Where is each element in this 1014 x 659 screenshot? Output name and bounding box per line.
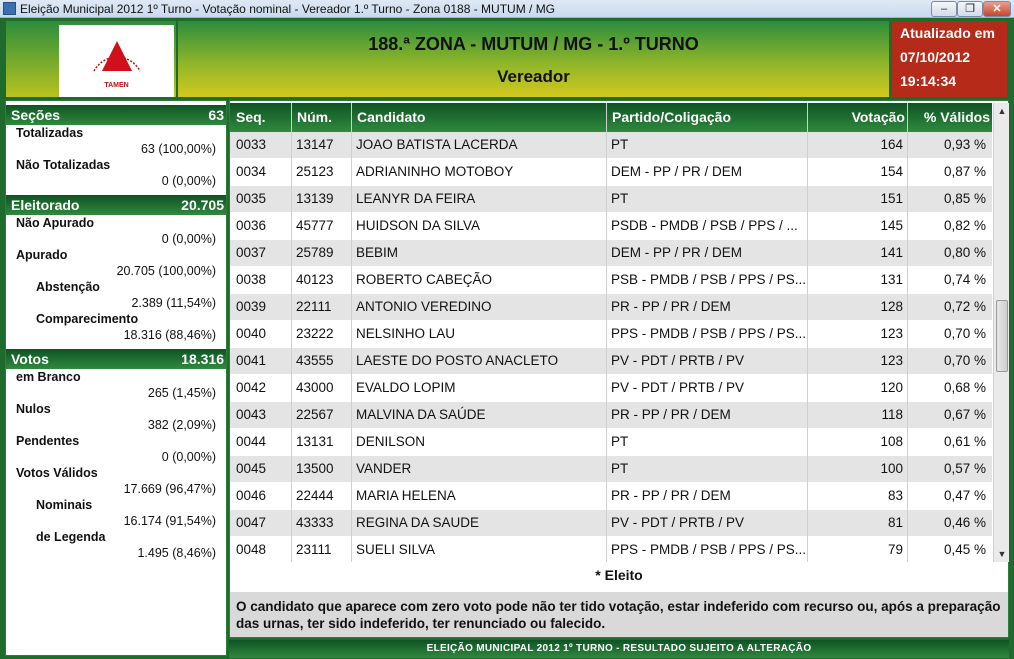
cell-partido: PV - PDT / PRTB / PV <box>611 515 745 530</box>
cell-seq: 0039 <box>236 299 267 314</box>
zone-title: 188.ª ZONA - MUTUM / MG - 1.º TURNO <box>368 34 699 54</box>
table-row[interactable] <box>230 483 992 510</box>
table-row[interactable] <box>230 321 992 348</box>
stat-nao-totalizadas <box>6 157 226 189</box>
cell-percent: 0,82 % <box>943 218 986 233</box>
table-row[interactable] <box>230 132 992 159</box>
stat-label: Apurado <box>16 248 68 262</box>
cell-num: 23222 <box>296 326 334 341</box>
office-subtitle: Vereador <box>497 67 570 86</box>
cell-seq: 0033 <box>236 137 267 152</box>
stat-value: 0 (0,00%) <box>161 174 216 188</box>
cell-votacao: 154 <box>880 164 903 179</box>
cell-partido: PT <box>611 461 629 476</box>
column-header-partido[interactable]: Partido/Coligação <box>612 109 732 125</box>
eleitorado-value: 20.705 <box>181 197 224 213</box>
stat-label: Não Totalizadas <box>16 158 111 172</box>
stat-label: Totalizadas <box>16 126 84 140</box>
cell-percent: 0,74 % <box>943 272 986 287</box>
cell-votacao: 128 <box>880 299 903 314</box>
cell-num: 22567 <box>296 407 334 422</box>
restore-button[interactable]: ❐ <box>957 1 983 17</box>
stat-abstencao <box>6 279 226 311</box>
column-header-seq[interactable]: Seq. <box>236 109 266 125</box>
cell-votacao: 141 <box>880 245 903 260</box>
secoes-header <box>6 105 226 125</box>
title-panel <box>178 21 889 97</box>
stat-de-legenda <box>6 529 226 561</box>
stat-value: 0 (0,00%) <box>161 450 216 464</box>
table-row[interactable] <box>230 213 992 240</box>
cell-votacao: 100 <box>880 461 903 476</box>
cell-seq: 0045 <box>236 461 267 476</box>
table-row[interactable] <box>230 402 992 429</box>
cell-partido: PR - PP / PR / DEM <box>611 488 731 503</box>
cell-candidato: NELSINHO LAU <box>356 326 456 341</box>
stat-label: Votos Válidos <box>16 466 98 480</box>
stat-label: Nominais <box>36 498 93 512</box>
minimize-button[interactable]: – <box>931 1 957 17</box>
cell-votacao: 79 <box>887 542 903 557</box>
eleitorado-header <box>6 195 226 215</box>
cell-percent: 0,46 % <box>943 515 986 530</box>
cell-percent: 0,57 % <box>943 461 986 476</box>
cell-num: 45777 <box>296 218 334 233</box>
cell-num: 25123 <box>296 164 334 179</box>
cell-num: 40123 <box>296 272 334 287</box>
cell-num: 13147 <box>296 137 334 152</box>
cell-partido: PR - PP / PR / DEM <box>611 407 731 422</box>
cell-num: 43000 <box>296 380 334 395</box>
scroll-down-icon[interactable]: ▼ <box>997 549 1007 559</box>
cell-percent: 0,93 % <box>943 137 986 152</box>
cell-partido: PT <box>611 434 629 449</box>
votos-label: Votos <box>11 351 49 367</box>
cell-partido: PSB - PMDB / PSB / PPS / PS... <box>611 272 807 287</box>
cell-votacao: 81 <box>887 515 903 530</box>
secoes-value: 63 <box>208 107 224 123</box>
cell-candidato: REGINA DA SAUDE <box>356 515 480 530</box>
table-body <box>230 132 992 562</box>
column-header-num[interactable]: Núm. <box>297 109 332 125</box>
cell-seq: 0036 <box>236 218 267 233</box>
stat-em-branco <box>6 369 226 401</box>
cell-num: 22444 <box>296 488 334 503</box>
cell-percent: 0,47 % <box>943 488 986 503</box>
cell-candidato: MARIA HELENA <box>356 488 456 503</box>
table-row[interactable] <box>230 294 992 321</box>
cell-partido: PT <box>611 191 629 206</box>
cell-votacao: 123 <box>880 353 903 368</box>
stat-pendentes <box>6 433 226 465</box>
cell-num: 43333 <box>296 515 334 530</box>
cell-partido: DEM - PP / PR / DEM <box>611 164 743 179</box>
table-row[interactable] <box>230 348 992 375</box>
cell-votacao: 145 <box>880 218 903 233</box>
cell-partido: PPS - PMDB / PSB / PPS / PS... <box>611 542 807 557</box>
cell-votacao: 118 <box>881 407 903 422</box>
cell-percent: 0,45 % <box>943 542 986 557</box>
cell-candidato: ANTONIO VEREDINO <box>356 299 492 314</box>
cell-partido: PSDB - PMDB / PSB / PPS / ... <box>611 218 798 233</box>
stat-comparecimento <box>6 311 226 343</box>
cell-num: 13500 <box>296 461 334 476</box>
cell-votacao: 151 <box>880 191 903 206</box>
stat-totalizadas <box>6 125 226 157</box>
cell-votacao: 123 <box>880 326 903 341</box>
cell-candidato: LEANYR DA FEIRA <box>356 191 476 206</box>
cell-percent: 0,70 % <box>943 326 986 341</box>
cell-partido: DEM - PP / PR / DEM <box>611 245 743 260</box>
results-panel <box>229 100 1009 638</box>
logo-text: TAMEN <box>104 82 129 89</box>
updated-date: 07/10/2012 <box>900 49 971 65</box>
update-panel <box>892 21 1007 97</box>
cell-percent: 0,87 % <box>943 164 986 179</box>
cell-votacao: 83 <box>887 488 903 503</box>
stat-label: Pendentes <box>16 434 80 448</box>
secoes-label: Seções <box>11 107 61 123</box>
column-divider <box>907 103 908 562</box>
cell-candidato: MALVINA DA SAÚDE <box>356 407 486 422</box>
cell-partido: PT <box>611 137 629 152</box>
stat-value: 0 (0,00%) <box>161 232 216 246</box>
cell-seq: 0035 <box>236 191 267 206</box>
stat-label: Não Apurado <box>16 216 95 230</box>
eleitorado-label: Eleitorado <box>11 197 80 213</box>
table-row[interactable] <box>230 159 992 186</box>
cell-partido: PV - PDT / PRTB / PV <box>611 380 745 395</box>
cell-num: 25789 <box>296 245 334 260</box>
stat-label: Comparecimento <box>36 312 139 326</box>
column-header-percent[interactable]: % Válidos <box>923 109 990 125</box>
cell-candidato: VANDER <box>356 461 412 476</box>
stat-votos-validos <box>6 465 226 497</box>
window-titlebar <box>0 0 1014 18</box>
cell-percent: 0,67 % <box>943 407 986 422</box>
cell-seq: 0047 <box>236 515 267 530</box>
window-title: Eleição Municipal 2012 1º Turno - Votação nominal - Vereador 1.º Turno - Zona 0188 - MUTUM / MG <box>20 2 556 16</box>
app-icon <box>3 2 16 15</box>
stat-value: 382 (2,09%) <box>147 418 216 432</box>
scroll-thumb[interactable] <box>996 300 1008 372</box>
disclaimer-note: O candidato que aparece com zero voto pode não ter tido votação, estar indeferido com recurso ou, após a preparação das urnas, ter sido indeferido, ter renunciado ou falecido. <box>230 592 1008 637</box>
table-row[interactable] <box>230 429 992 456</box>
stat-value: 16.174 (91,54%) <box>123 514 216 528</box>
cell-percent: 0,85 % <box>943 191 986 206</box>
stat-value: 17.669 (96,47%) <box>123 482 216 496</box>
cell-votacao: 108 <box>880 434 903 449</box>
flag-triangle-icon <box>86 31 148 83</box>
cell-candidato: JOAO BATISTA LACERDA <box>356 137 518 152</box>
cell-seq: 0037 <box>236 245 267 260</box>
cell-candidato: SUELI SILVA <box>356 542 436 557</box>
summary-sidebar <box>5 100 227 656</box>
minas-gerais-flag-logo <box>59 25 174 97</box>
cell-votacao: 164 <box>880 137 903 152</box>
cell-votacao: 120 <box>880 380 903 395</box>
updated-time: 19:14:34 <box>900 73 957 89</box>
table-row[interactable] <box>230 456 992 483</box>
cell-votacao: 131 <box>880 272 903 287</box>
cell-percent: 0,68 % <box>943 380 986 395</box>
cell-num: 22111 <box>296 299 332 314</box>
cell-num: 43555 <box>296 353 334 368</box>
cell-partido: PR - PP / PR / DEM <box>611 299 731 314</box>
close-button[interactable]: ✕ <box>983 1 1011 17</box>
table-row[interactable] <box>230 375 992 402</box>
cell-candidato: ROBERTO CABEÇÃO <box>356 272 493 287</box>
cell-candidato: DENILSON <box>356 434 426 449</box>
column-divider <box>291 103 292 562</box>
stat-nao-apurado <box>6 215 226 247</box>
stat-nominais <box>6 497 226 529</box>
cell-percent: 0,61 % <box>943 434 986 449</box>
cell-percent: 0,80 % <box>943 245 986 260</box>
cell-num: 13131 <box>296 434 334 449</box>
cell-partido: PV - PDT / PRTB / PV <box>611 353 745 368</box>
table-row[interactable] <box>230 510 992 537</box>
votos-value: 18.316 <box>181 351 224 367</box>
logo-panel <box>6 21 176 97</box>
vertical-scrollbar[interactable] <box>993 103 1009 562</box>
stat-label: em Branco <box>16 370 81 384</box>
cell-num: 13139 <box>296 191 334 206</box>
column-divider <box>606 103 607 562</box>
status-footer: ELEIÇÃO MUNICIPAL 2012 1º TURNO - RESULTADO SUJEITO A ALTERAÇÃO <box>229 640 1009 658</box>
stat-label: de Legenda <box>36 530 106 544</box>
cell-percent: 0,72 % <box>943 299 986 314</box>
cell-seq: 0048 <box>236 542 267 557</box>
header <box>0 18 1014 100</box>
stat-value: 18.316 (88,46%) <box>123 328 216 342</box>
cell-percent: 0,70 % <box>943 353 986 368</box>
scroll-up-icon[interactable]: ▲ <box>997 106 1007 116</box>
cell-candidato: ADRIANINHO MOTOBOY <box>356 164 514 179</box>
cell-seq: 0044 <box>236 434 267 449</box>
cell-seq: 0042 <box>236 380 267 395</box>
stat-value: 2.389 (11,54%) <box>131 296 216 310</box>
stat-value: 20.705 (100,00%) <box>116 264 216 278</box>
stat-value: 63 (100,00%) <box>140 142 216 156</box>
cell-seq: 0041 <box>236 353 267 368</box>
elected-legend: * Eleito <box>595 567 643 583</box>
table-row[interactable] <box>230 537 992 562</box>
stat-label: Abstenção <box>36 280 100 294</box>
cell-seq: 0034 <box>236 164 267 179</box>
column-divider <box>807 103 808 562</box>
column-header-votacao[interactable]: Votação <box>851 109 905 125</box>
stat-value: 1.495 (8,46%) <box>137 546 216 560</box>
stat-label: Nulos <box>16 402 51 416</box>
table-row[interactable] <box>230 186 992 213</box>
cell-num: 23111 <box>296 542 332 557</box>
cell-seq: 0046 <box>236 488 267 503</box>
table-row[interactable] <box>230 240 992 267</box>
cell-seq: 0038 <box>236 272 267 287</box>
cell-candidato: LAESTE DO POSTO ANACLETO <box>356 353 559 368</box>
stat-apurado <box>6 247 226 279</box>
cell-seq: 0043 <box>236 407 267 422</box>
cell-seq: 0040 <box>236 326 267 341</box>
cell-candidato: EVALDO LOPIM <box>356 380 456 395</box>
cell-candidato: HUIDSON DA SILVA <box>356 218 481 233</box>
votos-header <box>6 349 226 369</box>
table-row[interactable] <box>230 267 992 294</box>
cell-candidato: BEBIM <box>356 245 399 260</box>
column-divider <box>351 103 352 562</box>
table-header <box>230 103 992 132</box>
stat-nulos <box>6 401 226 433</box>
updated-label: Atualizado em <box>900 25 995 41</box>
cell-partido: PPS - PMDB / PSB / PPS / PS... <box>611 326 807 341</box>
column-header-candidato[interactable]: Candidato <box>357 109 426 125</box>
stat-value: 265 (1,45%) <box>147 386 216 400</box>
